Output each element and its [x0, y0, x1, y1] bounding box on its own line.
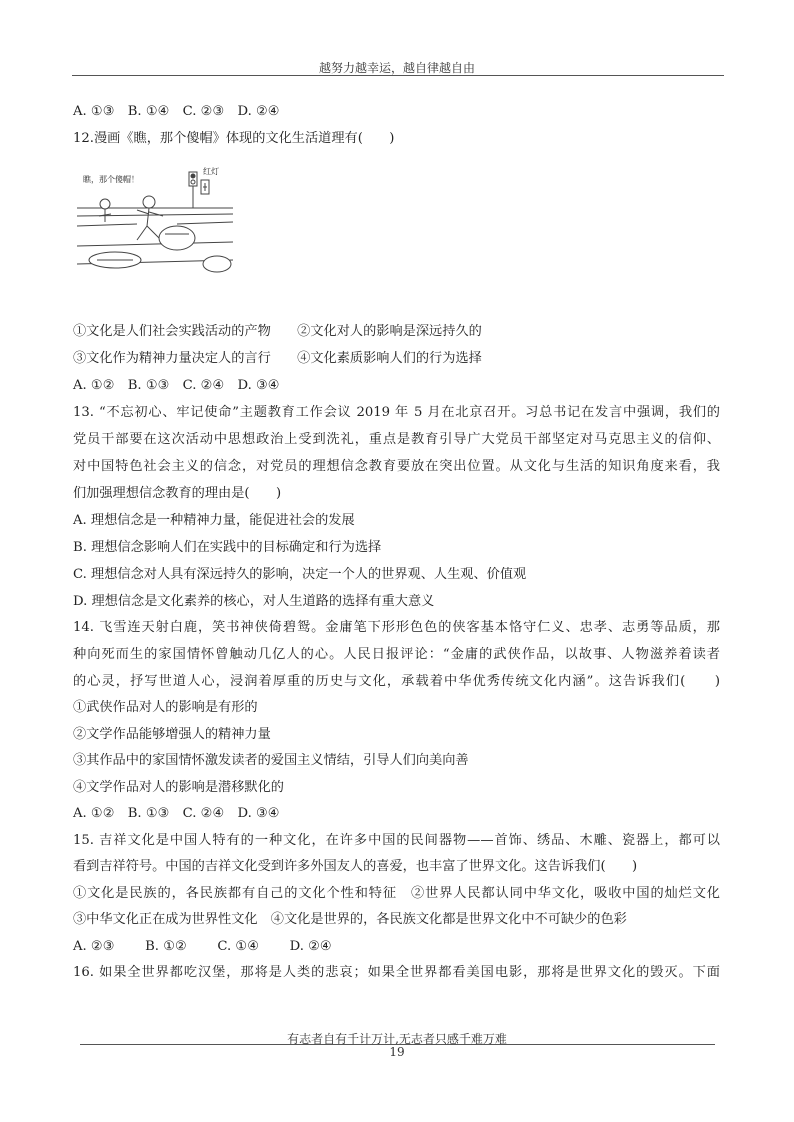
q13-option-d: D. 理想信念是文化素养的核心，对人生道路的选择有重大意义: [73, 594, 435, 609]
q11-options: A. ①③ B. ①④ C. ②③ D. ②④: [73, 104, 280, 119]
q13-stem-line-4: 们加强理想信念教育的理由是( ): [73, 486, 282, 501]
q15-stem-line-1: 15. 吉祥文化是中国人特有的一种文化，在许多中国的民间器物——首饰、绣品、木雕、瓷器上，都可以: [73, 833, 720, 848]
q15-stem-line-2: 看到吉祥符号。中国的吉祥文化受到许多外国友人的喜爱，也丰富了世界文化。这告诉我们( ): [73, 859, 638, 874]
q13-option-c: C. 理想信念对人具有深远持久的影响，决定一个人的世界观、人生观、价值观: [73, 567, 527, 582]
q15-item-3-4: ③中华文化正在成为世界性文化 ④文化是世界的，各民族文化都是世界文化中不可缺少的色彩: [73, 912, 627, 927]
page-number: 19: [389, 1045, 405, 1059]
header-rule: [72, 75, 724, 76]
q12-option-3-4: ③文化作为精神力量决定人的言行 ④文化素质影响人们的行为选择: [73, 351, 482, 366]
q12-stem: 12.漫画《瞧，那个傻帽》体现的文化生活道理有( ): [73, 131, 395, 146]
q14-stem-line-3: 的心灵，抒写世道人心，浸润着厚重的历史与文化，承载着中华优秀传统文化内涵”。这告诉我们( ): [73, 674, 720, 689]
q14-stem-line-2: 种向死而生的家国情怀曾触动几亿人的心。人民日报评论：“金庸的武侠作品，以故事、人物滋养着读者: [73, 647, 720, 662]
cartoon-speech: 瞧，那个傻帽！: [83, 175, 139, 184]
q14-item-1: ①武侠作品对人的影响是有形的: [73, 700, 258, 715]
q12-option-1-2: ①文化是人们社会实践活动的产物 ②文化对人的影响是深远持久的: [73, 324, 482, 339]
q13-stem-line-1: 13. “不忘初心、牢记使命”主题教育工作会议 2019 年 5 月在北京召开。习总书记在发言中强调，我们的: [73, 405, 720, 420]
q15-item-1-2: ①文化是民族的，各民族都有自己的文化个性和特征 ②世界人民都认同中华文化，吸收中国的灿烂文化: [73, 886, 720, 901]
q14-stem-line-1: 14. 飞雪连天射白鹿，笑书神侠倚碧鸳。金庸笔下形形色色的侠客基本恪守仁义、忠孝、志勇等品质，那: [73, 620, 720, 635]
q14-item-4: ④文学作品对人的影响是潜移默化的: [73, 780, 284, 795]
header-motto: 越努力越幸运，越自律越自由: [318, 61, 475, 75]
q14-item-3: ③其作品中的家国情怀激发读者的爱国主义情结，引导人们向美向善: [73, 753, 469, 768]
q13-option-a: A. 理想信念是一种精神力量，能促进社会的发展: [73, 513, 355, 528]
cartoon-image: [77, 164, 233, 280]
q13-stem-line-2: 党员干部要在这次活动中思想政治上受到洗礼，重点是教育引导广大党员干部坚定对马克思主义的信仰、: [73, 432, 720, 447]
q14-item-2: ②文学作品能够增强人的精神力量: [73, 727, 271, 742]
q13-option-b: B. 理想信念影响人们在实践中的目标确定和行为选择: [73, 540, 382, 555]
q13-stem-line-3: 对中国特色社会主义的信念，对党员的理想信念教育要放在突出位置。从文化与生活的知识角度来看，我: [73, 459, 720, 474]
footer-motto: 有志者自有千计万计,无志者只感千难万难: [287, 1032, 507, 1046]
cartoon-sign: 红灯: [203, 167, 219, 176]
q12-choices: A. ①② B. ①③ C. ②④ D. ③④: [73, 378, 280, 393]
q16-stem-line-1: 16. 如果全世界都吃汉堡，那将是人类的悲哀；如果全世界都看美国电影，那将是世界文化的毁灭。下面: [73, 965, 720, 980]
q14-choices: A. ①② B. ①③ C. ②④ D. ③④: [73, 806, 280, 821]
q15-choices: A. ②③ B. ①② C. ①④ D. ②④: [73, 939, 332, 954]
